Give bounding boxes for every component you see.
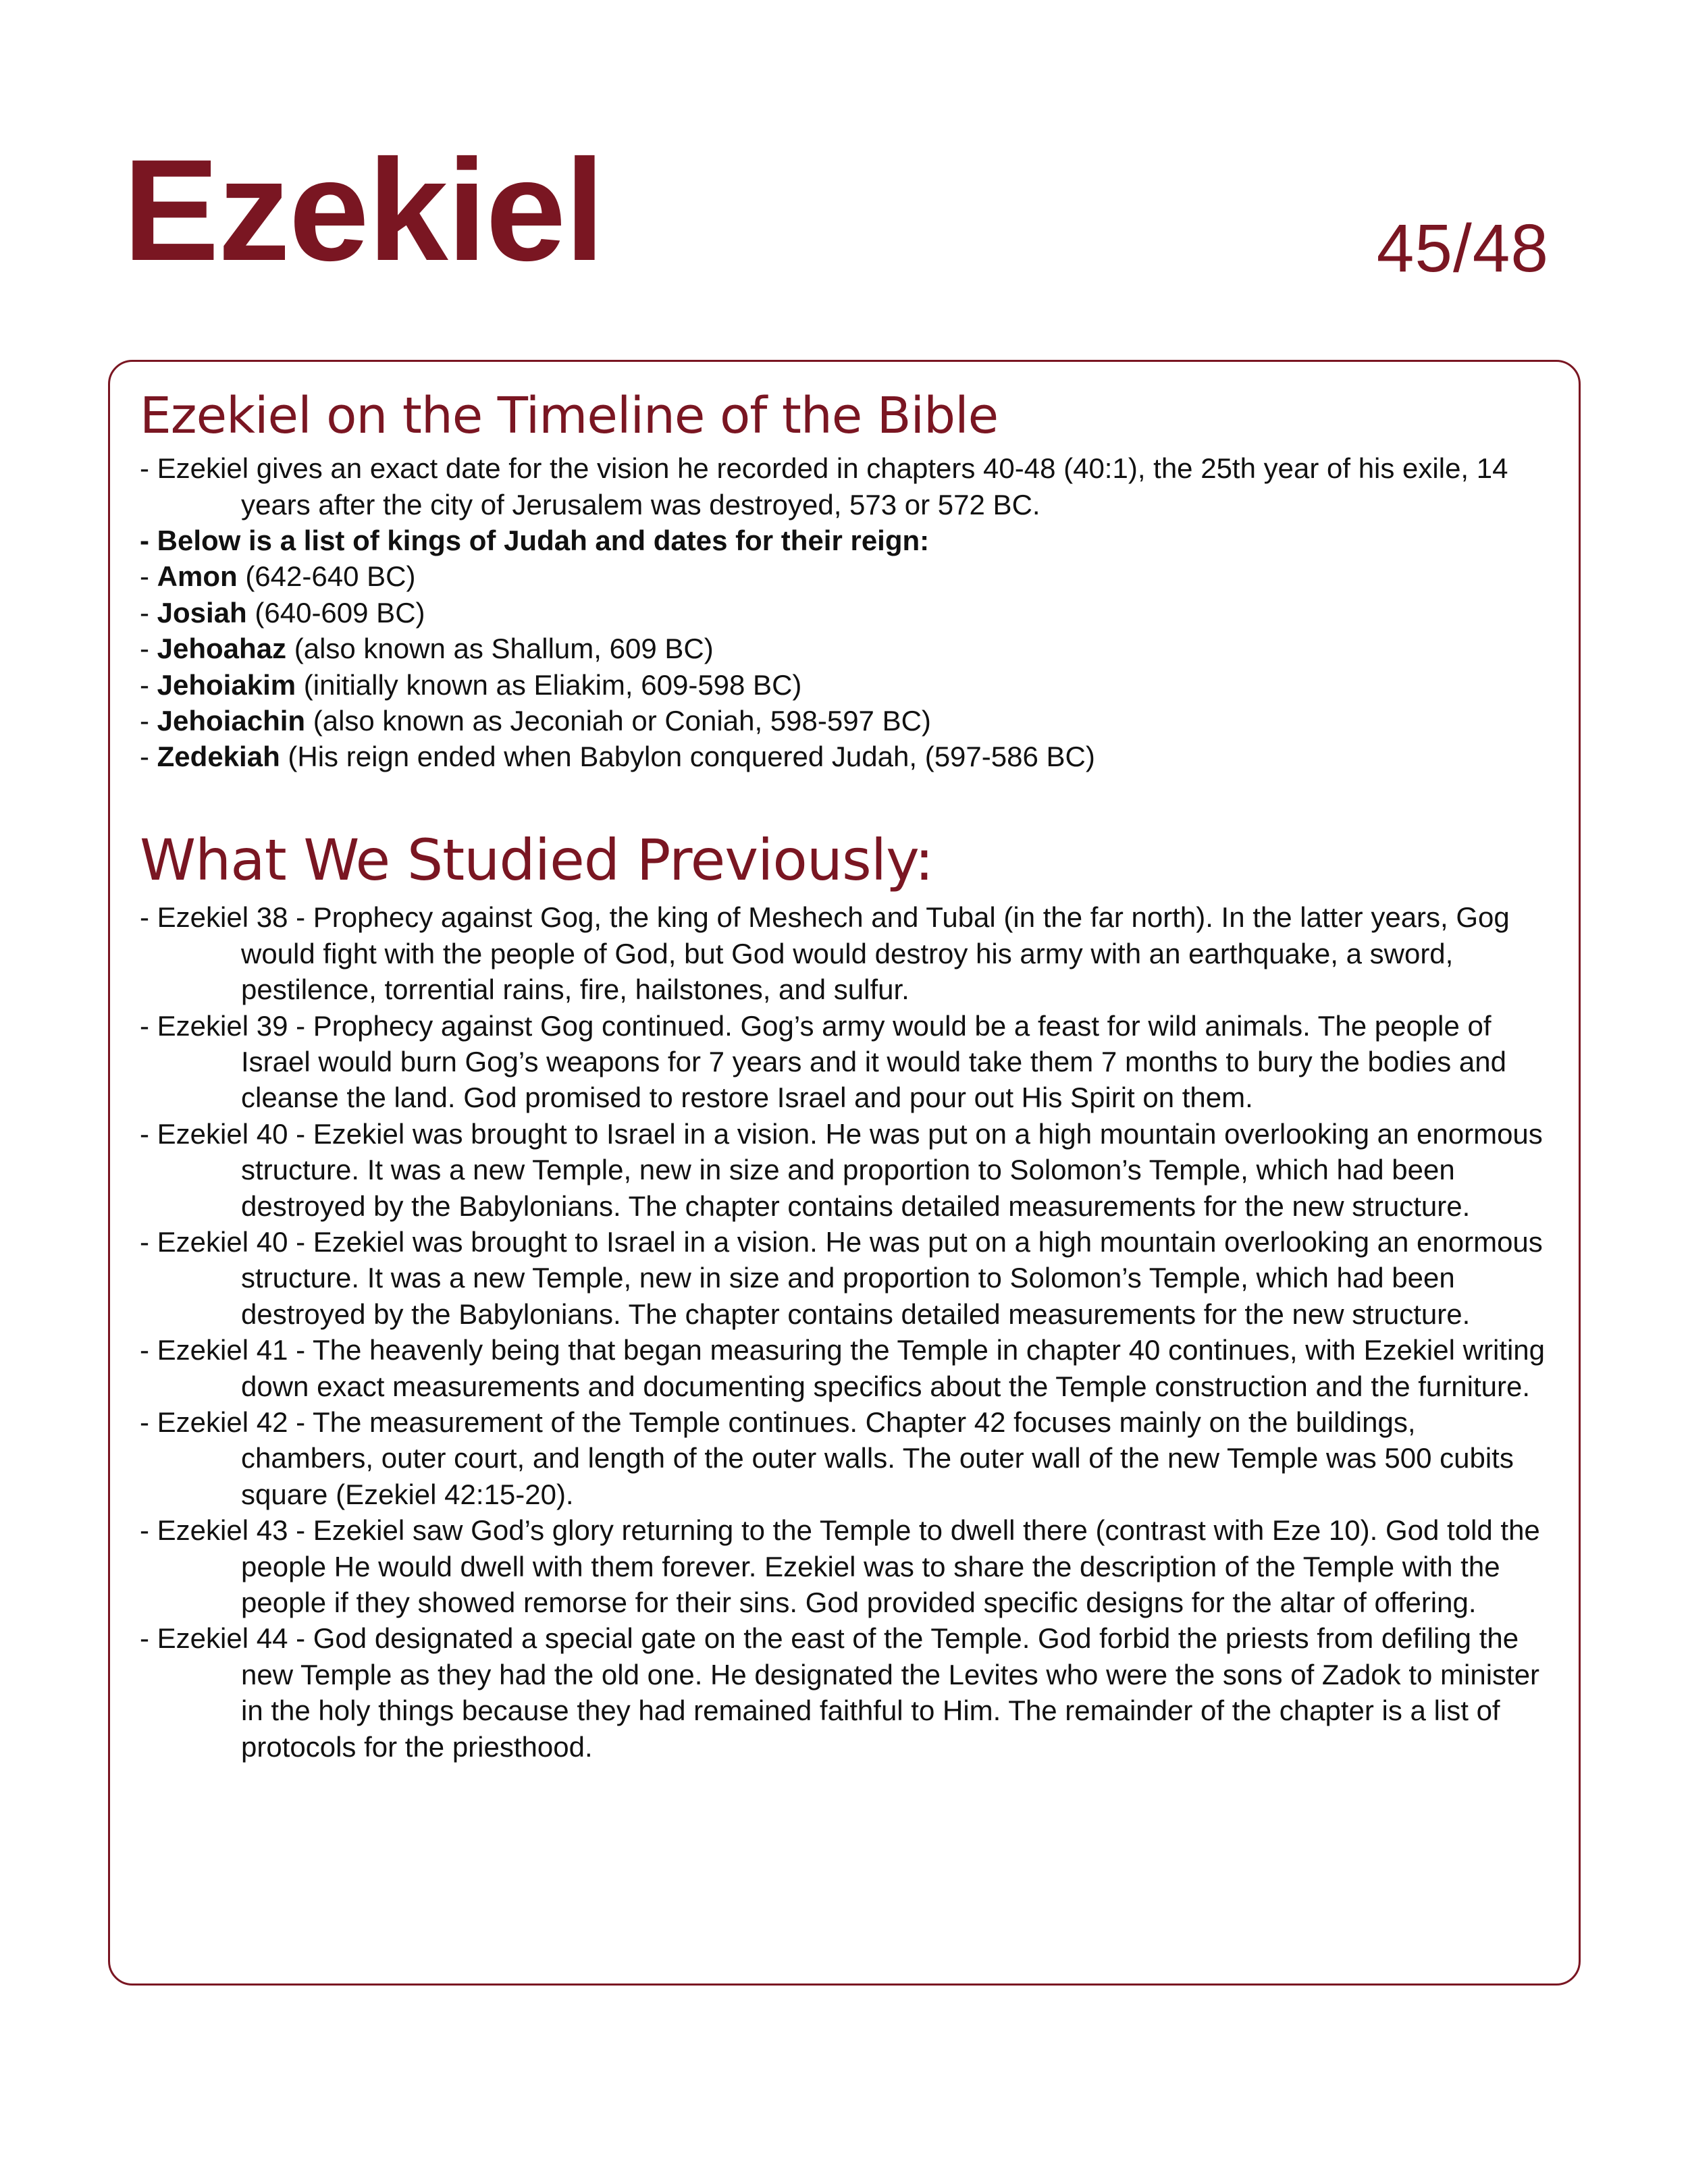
king-name: Zedekiah xyxy=(157,741,280,773)
king-item xyxy=(140,703,1549,739)
king-name: Amon xyxy=(157,560,238,593)
list-item: - Ezekiel 41 - The heavenly being that began measuring the Temple in chapter 40 continues, with Ezekiel writing down exact measurements and documenting specifics about the Temple construction and the furniture. xyxy=(140,1334,1545,1402)
king-item xyxy=(140,739,1549,774)
king-name: Jehoahaz xyxy=(157,633,287,665)
timeline-heading: Ezekiel on the Timeline of the Bible xyxy=(140,387,999,445)
previous-list xyxy=(140,899,1549,1765)
timeline-list xyxy=(140,450,1549,775)
kings-intro: - Below is a list of kings of Judah and dates for their reign: xyxy=(140,524,930,556)
page-title: Ezekiel xyxy=(123,130,604,291)
timeline-intro: - Ezekiel gives an exact date for the vision he recorded in chapters 40-48 (40:1), the 25th year of his exile, 14 years after the city of Jerusalem was destroyed, 573 or 572 BC. xyxy=(140,452,1508,521)
list-item: - Ezekiel 42 - The measurement of the Temple continues. Chapter 42 focuses mainly on the buildings, chambers, outer court, and length of the outer walls. The outer wall of the new Temple was 500 cubits square (Ezekiel 42:15-20). xyxy=(140,1406,1514,1510)
king-prefix: - xyxy=(140,704,157,737)
king-item xyxy=(140,558,1549,594)
king-item xyxy=(140,595,1549,631)
king-prefix: - xyxy=(140,668,157,701)
king-prefix: - xyxy=(140,596,157,629)
king-detail: (642-640 BC) xyxy=(237,560,416,593)
king-prefix: - xyxy=(140,741,157,773)
king-name: Jehoiakim xyxy=(157,668,296,701)
content-box xyxy=(108,360,1581,1986)
list-item: - Ezekiel 39 - Prophecy against Gog continued. Gog’s army would be a feast for wild animals. The people of Israel would burn Gog’s weapons for 7 years and it would take them 7 months to bury the bodies and cleanse the land. God promised to restore Israel and pour out His Spirit on them. xyxy=(140,1009,1506,1114)
list-item: - Ezekiel 40 - Ezekiel was brought to Israel in a vision. He was put on a high mountain overlooking an enormous structure. It was a new Temple, new in size and proportion to Solomon’s Temple, which had been destroyed by the Babylonians. The chapter contains detailed measurements for the new structure. xyxy=(140,1117,1543,1222)
king-prefix: - xyxy=(140,633,157,665)
list-item: - Ezekiel 44 - God designated a special gate on the east of the Temple. God forbid the priests from defiling the new Temple as they had the old one. He designated the Levites who were the sons of Zadok to minister in the holy things because they had remained faithful to Him. The remainder of the chapter is a list of protocols for the priesthood. xyxy=(140,1622,1540,1763)
previous-heading: What We Studied Previously: xyxy=(140,826,934,893)
king-name: Jehoiachin xyxy=(157,704,306,737)
king-item xyxy=(140,631,1549,666)
king-detail: (initially known as Eliakim, 609-598 BC) xyxy=(296,668,802,701)
king-detail: (His reign ended when Babylon conquered Judah, (597-586 BC) xyxy=(280,741,1095,773)
king-name: Josiah xyxy=(157,596,247,629)
list-item: - Ezekiel 40 - Ezekiel was brought to Israel in a vision. He was put on a high mountain overlooking an enormous structure. It was a new Temple, new in size and proportion to Solomon’s Temple, which had been destroyed by the Babylonians. The chapter contains detailed measurements for the new structure. xyxy=(140,1226,1543,1330)
king-prefix: - xyxy=(140,560,157,593)
page-number: 45/48 xyxy=(1376,211,1549,286)
king-item xyxy=(140,667,1549,703)
king-detail: (also known as Jeconiah or Coniah, 598-597 BC) xyxy=(305,704,931,737)
list-item: - Ezekiel 43 - Ezekiel saw God’s glory returning to the Temple to dwell there (contrast with Eze 10). God told the people He would dwell with them forever. Ezekiel was to share the description of the Temple with the people if they showed remorse for their sins. God provided specific designs for the altar of offering. xyxy=(140,1514,1540,1619)
king-detail: (also known as Shallum, 609 BC) xyxy=(286,633,714,665)
list-item: - Ezekiel 38 - Prophecy against Gog, the king of Meshech and Tubal (in the far north). In the latter years, Gog would fight with the people of God, but God would destroy his army with an earthquake, a sword, pestilence, torrential rains, fire, hailstones, and sulfur. xyxy=(140,901,1510,1006)
king-detail: (640-609 BC) xyxy=(246,596,425,629)
